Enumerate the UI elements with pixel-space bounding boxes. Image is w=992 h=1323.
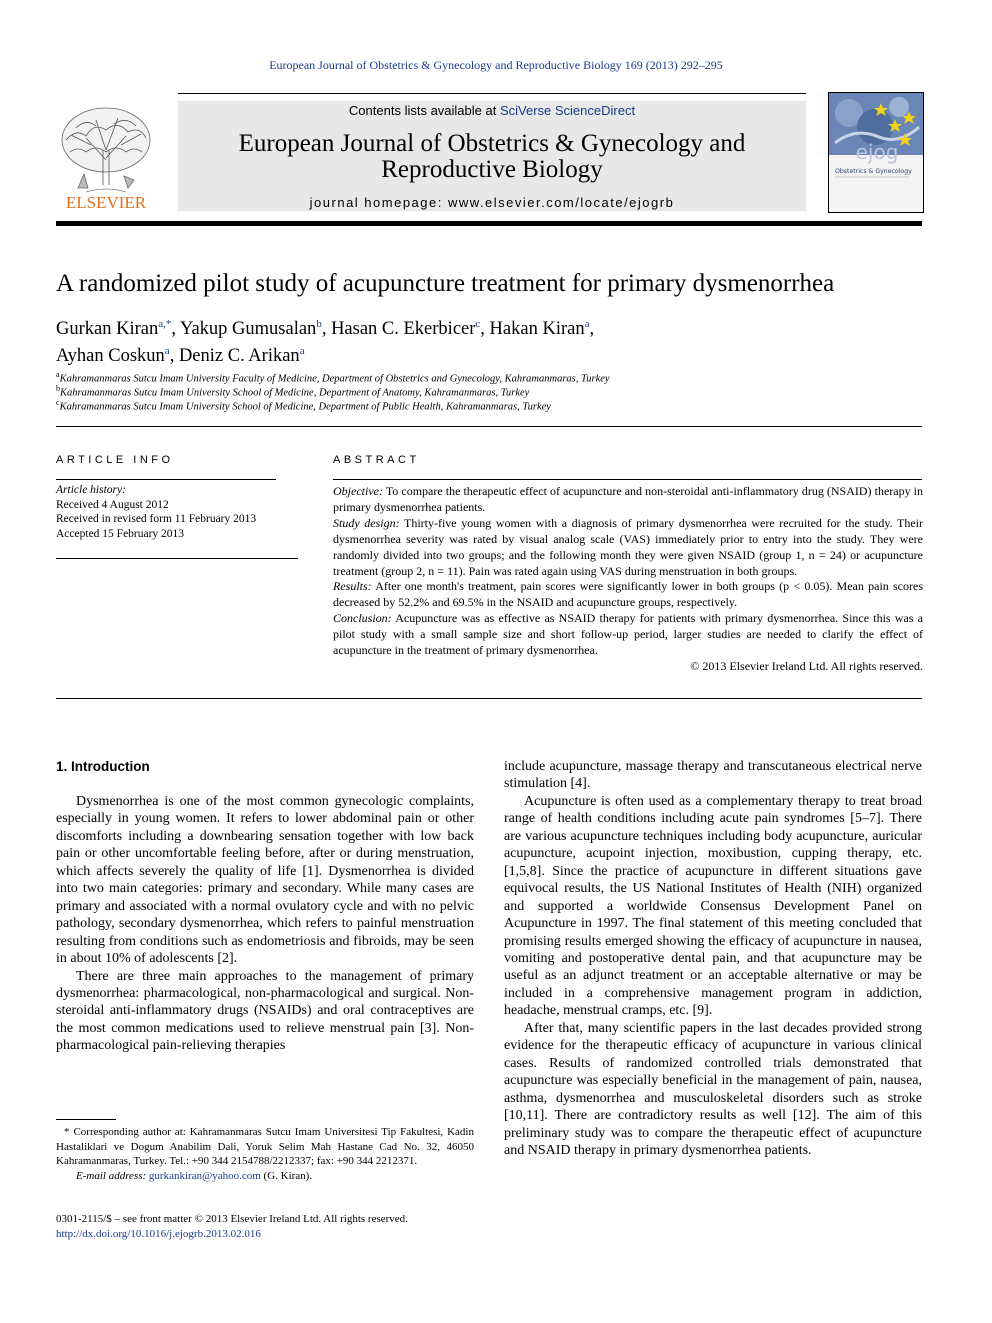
elsevier-logo[interactable] — [56, 100, 156, 212]
intro-paragraph-2-continued: include acupuncture, massage therapy and transcutaneous electrical nerve stimulation [4]. — [504, 759, 922, 792]
author-list — [56, 313, 594, 367]
author-separator: , — [480, 319, 490, 340]
objective-text: To compare the therapeutic effect of acupuncture and non-steroidal anti-inflammatory drug (NSAID) therapy in primary dysmenorrhea patients. — [333, 484, 923, 514]
author-line-2 — [56, 340, 594, 367]
elsevier-wordmark: ELSEVIER — [65, 193, 147, 212]
page-footer — [56, 1212, 408, 1242]
email-label: E-mail address: — [76, 1169, 147, 1182]
author-name[interactable]: Hakan Kiran — [489, 319, 585, 340]
author-name[interactable]: Hasan C. Ekerbicer — [331, 319, 476, 340]
history-accepted: Accepted 15 February 2013 — [56, 527, 185, 540]
article-title: A randomized pilot study of acupuncture treatment for primary dysmenorrhea — [56, 270, 835, 297]
abstract-design — [333, 516, 923, 580]
journal-title-line1: European Journal of Obstetrics & Gynecology and — [238, 130, 746, 157]
author-separator: , — [589, 319, 595, 340]
conclusion-text: Acupuncture was as effective as NSAID therapy for patients with primary dysmenorrhea. Since this was a pilot study with a small sample size and short follow-up period, larger studies are needed to clarify the effect of acupuncture in the treatment of primary dysmenorrhea. — [333, 611, 924, 658]
author-affiliation-mark[interactable]: a — [584, 318, 590, 330]
objective-label: Objective: — [333, 484, 383, 498]
author-separator: , — [169, 346, 179, 367]
author-line-1 — [56, 313, 594, 340]
author-affiliation-mark[interactable]: b — [316, 318, 322, 330]
footnote-rule — [56, 1119, 116, 1120]
cover-logo-text: ejog — [855, 140, 899, 164]
cover-title: Obstetrics & Gynecology — [835, 168, 912, 175]
sciencedirect-link[interactable]: SciVerse ScienceDirect — [499, 103, 636, 118]
journal-title — [178, 131, 806, 183]
intro-paragraph-3: Acupuncture is often used as a complementary therapy to treat broad range of health conditions including acute pain syndromes [5–7]. There are various acupuncture techniques including body acupuncture, auricular acupuncture, acupoint injection, moxibustion, cupping therapy, etc. [1,5,8]. Since the practice of acupuncture in different situations gave equivocal results, the US National Institutes of Health (NIH) organized and supported a worldwide Consensus Development Panel on Acupuncture in 1997. The final statement of this meeting concluded that promising results emerged showing the efficacy of acupuncture in nausea, vomiting and postoperative dental pain, and that acupuncture may be useful as an adjunct treatment or an acceptable alternative or may be included in a comprehensive management program in addiction, headache, menstrual cramps, etc. [9]. — [504, 793, 922, 1019]
article-info-rule — [56, 479, 276, 480]
intro-paragraph-4: After that, many scientific papers in the last decades provided strong evidence for the therapeutic efficacy of acupuncture in various clinical cases. Results of randomized controlled trials demonstrated that acupuncture was especially beneficial in the management of pain, nausea, asthma, dysmenorrhea and musculoskeletal disorders such as stroke [10,11]. There are contradictory results as well [12]. The aim of this preliminary study was to compare the therapeutic effect of acupuncture and NSAID therapy in primary dysmenorrhea patients. — [504, 1020, 922, 1158]
affiliation-a — [56, 370, 610, 385]
author-name[interactable]: Yakup Gumusalan — [179, 319, 317, 340]
history-revised: Received in revised form 11 February 2013 — [56, 513, 257, 525]
email-line — [56, 1169, 474, 1184]
intro-paragraph-1: Dysmenorrhea is one of the most common gynecologic complaints, especially in young women. It refers to lower abdominal pain or other discomforts including a downbearing sensation together with low back pain or other uncomfortable feeling before, after or during menstruation, which affects severely the quality of life [1]. Dysmenorrhea is divided into two main categories: primary and secondary. While many cases are primary and associated with a normal ovulatory cycle and with no pelvic pathology, secondary dysmenorrhea, which refers to painful menstruation resulting from conditions such as endometriosis and fibroids, may be seen in about 10% of adolescents [2]. — [56, 794, 474, 967]
author-affiliation-mark[interactable]: a — [164, 345, 170, 358]
email-suffix: (G. Kiran). — [260, 1169, 313, 1182]
contents-line — [178, 103, 806, 118]
introduction-heading: 1. Introduction — [56, 759, 150, 774]
design-text: Thirty-five young women with a diagnosis of primary dysmenorrhea were recruited for the study. Their dysmenorrhea severity was rated by visual analog scale (VAS) immediately prior to entry into the study. They were randomly divided into two groups; and the following month they were given NSAID (group 1, n = 24) or acupuncture treatment (group 2, n = 11). Pain was rated again using VAS during menstruation in both groups. — [333, 515, 923, 578]
author-affiliation-mark[interactable]: c — [475, 318, 481, 330]
issn-line: 0301-2115/$ – see front matter © 2013 Elsevier Ireland Ltd. All rights reserved. — [56, 1213, 408, 1225]
body-column-left — [56, 793, 474, 1055]
email-link[interactable]: gurkankiran@yahoo.com — [148, 1169, 261, 1182]
abstract-heading: ABSTRACT — [333, 454, 420, 466]
header-thick-rule — [56, 221, 922, 226]
section-divider-bottom — [56, 698, 922, 699]
abstract-body — [333, 484, 923, 675]
author-name[interactable]: Gurkan Kiran — [56, 319, 159, 340]
affiliation-text: Kahramanmaras Sutcu Imam University Faculty of Medicine, Department of Obstetrics and Gynecology, Kahramanmaras, Turkey — [59, 373, 610, 385]
results-label: Results: — [333, 579, 372, 594]
abstract-conclusion — [333, 611, 923, 659]
abstract-results — [333, 579, 923, 611]
journal-header — [178, 101, 806, 211]
article-info-heading: ARTICLE INFO — [56, 454, 174, 466]
intro-paragraph-2: There are three main approaches to the management of primary dysmenorrhea: pharmacological, non-pharmacological and surgical. Non-steroidal anti-inflammatory drugs (NSAIDs) and oral contraceptives are the most common medications used to relieve menstrual pain [3]. Non-pharmacological pain-relieving therapies — [56, 968, 474, 1054]
affiliation-c — [56, 398, 551, 413]
affiliation-label: b — [56, 384, 60, 393]
abstract-objective — [333, 484, 923, 516]
affiliation-text: Kahramanmaras Sutcu Imam University School of Medicine, Department of Anatomy, Kahramanmaras, Turkey — [60, 387, 530, 399]
author-name[interactable]: Deniz C. Arikan — [178, 346, 300, 367]
contents-prefix: Contents lists available at — [348, 103, 500, 118]
author-affiliation-mark[interactable]: a,* — [158, 318, 172, 330]
author-separator: , — [321, 319, 332, 340]
author-separator: , — [171, 319, 180, 340]
history-received: Received 4 August 2012 — [56, 498, 169, 511]
affiliation-label: c — [56, 398, 60, 407]
corresponding-author-address: * Corresponding author at: Kahramanmaras Sutcu Imam Universitesi Tip Fakultesi, Kadin Hastaliklari ve Dogum Anabilim Dali, Yoruk Selim Mah Hastane Cad No. 32, 46050 Kahramanmaras, Turkey. Tel.: +90 344 2154788/2212337; fax: +90 344 2212371. — [56, 1126, 474, 1167]
body-column-right — [504, 758, 922, 1159]
abstract-rule — [333, 479, 922, 480]
journal-cover-thumbnail[interactable] — [828, 92, 924, 213]
section-divider — [56, 426, 922, 427]
header-rule — [178, 93, 806, 94]
affiliation-b — [56, 384, 529, 399]
article-info-bottom-rule — [56, 558, 298, 559]
author-name[interactable]: Ayhan Coskun — [56, 346, 165, 367]
author-affiliation-mark[interactable]: a — [299, 345, 305, 358]
corresponding-author-footnote — [56, 1125, 474, 1183]
elsevier-tree-icon — [56, 100, 156, 212]
affiliation-label: a — [56, 370, 60, 379]
journal-title-line2: Reproductive Biology — [381, 156, 603, 183]
design-label: Study design: — [333, 515, 400, 530]
journal-homepage[interactable]: journal homepage: www.elsevier.com/locate/ejogrb — [309, 195, 675, 210]
results-text: After one month's treatment, pain scores were significantly lower in both groups (p < 0.05). Mean pain scores decreased by 52.2% and 69.5% in the NSAID and acupuncture groups, respectively. — [333, 579, 923, 610]
article-history — [56, 483, 256, 541]
doi-link[interactable]: http://dx.doi.org/10.1016/j.ejogrb.2013.02.016 — [56, 1228, 261, 1240]
journal-cover-image — [829, 93, 923, 212]
journal-citation[interactable]: European Journal of Obstetrics & Gynecology and Reproductive Biology 169 (2013) 292–295 — [269, 58, 723, 72]
history-label: Article history: — [56, 484, 126, 496]
conclusion-label: Conclusion: — [333, 611, 392, 626]
affiliation-text: Kahramanmaras Sutcu Imam University School of Medicine, Department of Public Health, Kahramanmaras, Turkey — [59, 401, 551, 413]
abstract-copyright: © 2013 Elsevier Ireland Ltd. All rights reserved. — [690, 658, 923, 673]
